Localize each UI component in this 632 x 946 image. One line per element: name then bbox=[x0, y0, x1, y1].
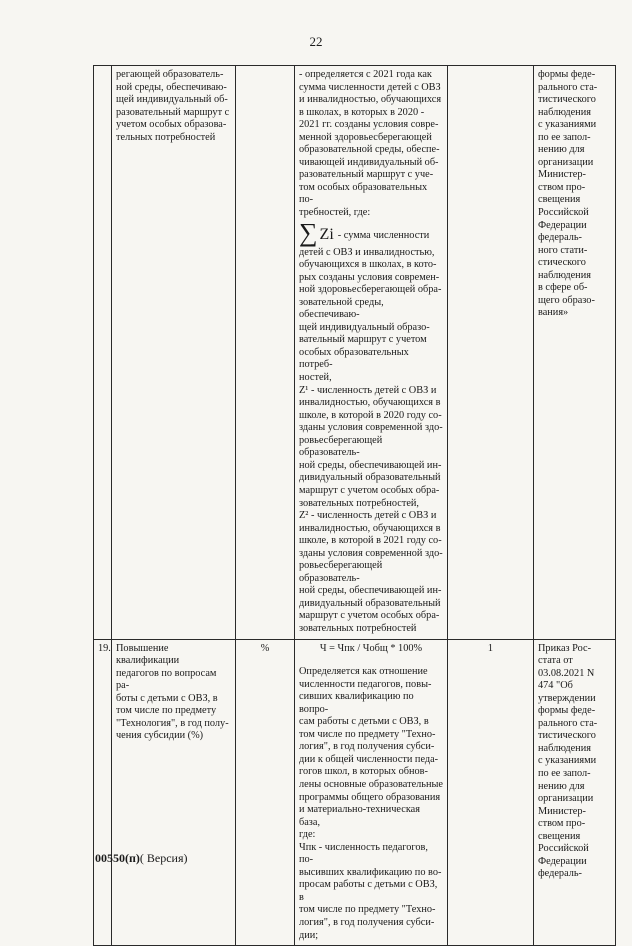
unit-cell bbox=[236, 66, 295, 640]
source-cell bbox=[534, 66, 616, 640]
source-text: формы феде- рального ста- тистического наблюдения с указаниями по ее запол- нению для организации Министер- ством про- свещения Российской Федерации федераль- ного стати- стического наблюдения в сфере об- щего образо- вания» bbox=[538, 69, 598, 319]
table-row-continued bbox=[94, 66, 616, 640]
row-number: 19. bbox=[98, 642, 111, 654]
method-intro-text: - определяется с 2021 года как сумма численности детей с ОВЗ и инвалидностью, обучающихся в школах, в которых в 2020 - 2021 гг. созданы условия совре- менной здоровьесберегающей образовательной среды, обеспе- чивающей индивидуальный об- разовательный маршрут с уче- том особых образовательных по- требностей, где: bbox=[299, 69, 442, 219]
value-text: 1 bbox=[487, 642, 494, 654]
unit-cell bbox=[236, 639, 295, 946]
row-number-cell bbox=[94, 66, 112, 640]
unit-text: % bbox=[260, 642, 270, 654]
formula-description: - сумма численности bbox=[337, 230, 430, 242]
method-rest-text: детей с ОВЗ и инвалидностью, обучающихся в школах, в кото- рых созданы условия современ- ной здоровьесберегающей обра- зовательной среды, обеспечиваю- щей индивидуальный образо- вательный маршрут с учетом особых образовательных потреб- ностей, Z¹ - численность детей с ОВЗ и инвалидностью, обучающихся в школе, в которой в 2020 году со- зданы условия современной здо- ровьесберегающей образователь- ной среды, обеспечивающей ин- дивидуальный образовательный маршрут с учетом особых обра- зовательных потребностей, Z² - численность детей с ОВЗ и инвалидностью, обучающихся в школе, в которой в 2021 году со- зданы условия современной здо- ровьесберегающей образователь- ной среды, обеспечивающей ин- дивидуальный образовательный маршрут с учетом особых обра- зовательных потребностей bbox=[299, 246, 443, 634]
source-cell bbox=[534, 639, 616, 946]
page-number: 22 bbox=[309, 34, 323, 49]
formula-text: Ч = Чпк / Чобщ * 100% bbox=[319, 642, 423, 654]
document-code-number: 00550(п) bbox=[95, 851, 140, 865]
value-cell bbox=[448, 66, 534, 640]
source-text: Приказ Рос- стата от 03.08.2021 N 474 "Об утверждении формы феде- рального ста- тистического наблюдения с указаниями по ее запол- нению для организации Министер- ством про- свещения Российской Федерации федераль- bbox=[538, 642, 598, 880]
calculation-method-cell bbox=[295, 639, 448, 946]
table-row-19 bbox=[94, 639, 616, 946]
indicator-name-text: регающей образователь- ной среды, обеспечиваю- щей индивидуальный об- разовательный маршрут с учетом особых образова- тельных потребностей bbox=[116, 69, 230, 143]
value-cell bbox=[448, 639, 534, 946]
indicator-name-cell bbox=[112, 639, 236, 946]
indicator-name-text: Повышение квалификации педагогов по вопросам ра- боты с детьми с ОВЗ, в том числе по предмету "Технология", в год полу- чения субсидии (%) bbox=[116, 642, 229, 742]
indicator-name-cell bbox=[112, 66, 236, 640]
row-number-cell bbox=[94, 639, 112, 946]
indicator-table bbox=[93, 65, 616, 946]
calculation-method-cell bbox=[295, 66, 448, 640]
document-version: ( Версия) bbox=[139, 851, 188, 865]
document-code bbox=[95, 851, 188, 866]
sigma-symbol: ∑ bbox=[299, 217, 318, 247]
formula-variable: Zi bbox=[319, 225, 334, 243]
method-text: Определяется как отношение численности педагогов, повы- сивших квалификацию по вопро- сам работы с детьми с ОВЗ, в том числе по предмету "Техно- логия", в год получения субси- дии к общей численности педа- гогов школ, в которых обнов- лены основные образовательные программы общего образования и материально-техническая база, где: Чпк - численность педагогов, по- высивших квалификацию по во- просам работы с детьми с ОВЗ, в том числе по предмету "Техно- логия", в год получения субси- дии; bbox=[299, 666, 443, 941]
sum-formula bbox=[299, 217, 443, 247]
